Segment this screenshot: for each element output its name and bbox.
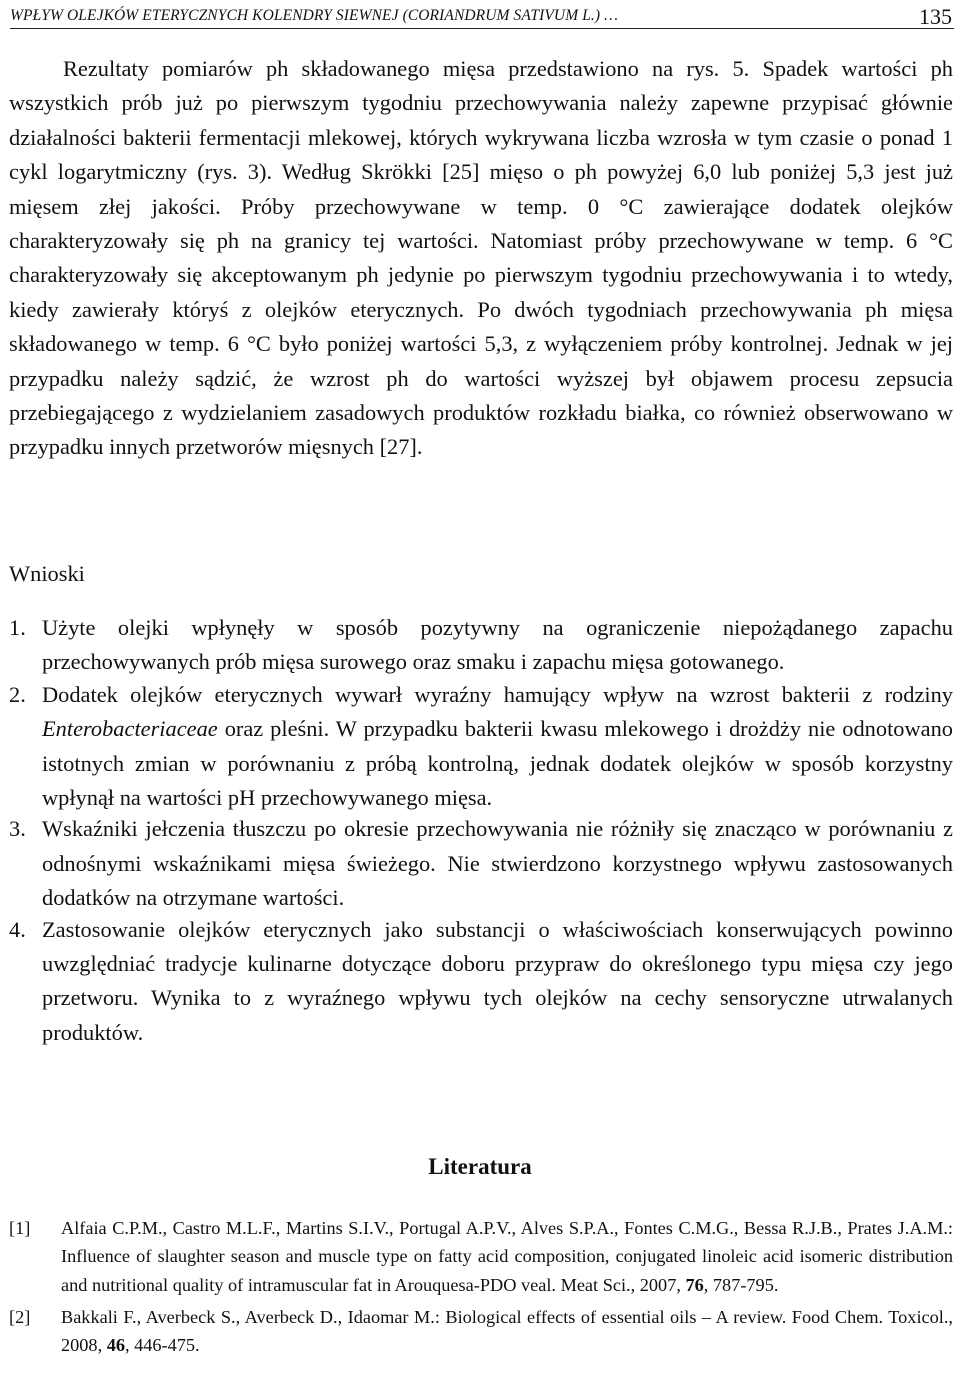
conclusion-number: 2.	[9, 681, 26, 707]
conclusion-number: 3.	[9, 816, 26, 842]
reference-volume: 46	[106, 1335, 125, 1356]
conclusion-item	[9, 678, 953, 816]
conclusion-item	[9, 611, 953, 680]
running-head-title: WPŁYW OLEJKÓW ETERYCZNYCH KOLENDRY SIEWNEJ (CORIANDRUM SATIVUM L.) …	[10, 7, 619, 24]
conclusion-number: 1.	[9, 615, 26, 640]
reference-volume: 76	[685, 1274, 704, 1295]
conclusions-heading: Wnioski	[9, 561, 85, 586]
page-number: 135	[919, 4, 952, 29]
taxon-name: Enterobacteriaceae	[42, 716, 218, 742]
conclusion-number: 4.	[9, 916, 26, 942]
running-head	[10, 4, 954, 29]
reference-text-part: , 446-475.	[124, 1335, 200, 1356]
conclusion-item	[9, 913, 953, 1051]
conclusion-item	[9, 812, 953, 915]
results-paragraph-text: Rezultaty pomiarów ph składowanego mięsa przedstawiono na rys. 5. Spadek wartości ph wszystkich prób już po pierwszym tygodniu przechowywania należy zapewne przypisać głównie działalności bakterii fermentacji mlekowej, których wykrywana liczba wzrosła w tym czasie o ponad 1 cykl logarytmiczny (rys. 3). Według Skrökki [25] mięso o ph powyżej 6,0 lub poniżej 5,3 jest już mięsem złej jakości. Próby przechowywane w temp. 0 °C zawierające dodatek olejków charakteryzowały się ph na granicy tej wartości. Natomiast próby przechowywane w temp. 6 °C charakteryzowały się akceptowanym ph jedynie po pierwszym tygodniu przechowywania i to wtedy, kiedy zawierały któryś z olejków eterycznych. Po dwóch tygodniach przechowywania ph mięsa składowanego w temp. 6 °C było poniżej wartości 5,3, z wyłączeniem próby kontrolnej. Jednak w jej przypadku należy sądzić, że wzrost ph do wartości wyższej był objawem procesu zepsucia przebiegającego z wydzielaniem zasadowych produktów rozkładu białka, co również obserwowano w przypadku innych przetworów mięsnych [27].	[9, 56, 953, 460]
conclusion-text: Wskaźniki jełczenia tłuszczu po okresie przechowywania nie różniły się znacząco w porównaniu z odnośnymi wskaźnikami mięsa świeżego. Nie stwierdzono korzystnego wpływu zastosowanych dodatków na otrzymane wartości.	[42, 816, 953, 911]
reference-text-part: Alfaia C.P.M., Castro M.L.F., Martins S.I.V., Portugal A.P.V., Alves S.P.A., Fontes C.M.G., Bessa R.J.B., Prates J.A.M.: Influence of slaughter season and muscle type on fatty acid composition, conjugated linoleic acid isomeric distribution and nutritional quality of intramuscular fat in Arouquesa-PDO veal. Meat Sci., 2007,	[61, 1218, 953, 1295]
literature-heading: Literatura	[428, 1154, 532, 1179]
conclusion-text: Zastosowanie olejków eterycznych jako substancji o właściwościach konserwujących powinno uwzględniać tradycje kulinarne dotyczące doboru przypraw do określonego typu mięsa czy jego przetworu. Wynika to z wyraźnego wpływu tych olejków na cechy sensoryczne utrwalanych produktów.	[42, 916, 953, 1045]
reference-number: [2]	[9, 1306, 31, 1327]
reference-item	[9, 1303, 953, 1360]
reference-item	[9, 1214, 953, 1299]
reference-text-part: , 787-795.	[703, 1274, 779, 1295]
conclusion-text-part: oraz pleśni. W przypadku bakterii kwasu mlekowego i drożdży nie odnotowano istotnych zmian w porównaniu z próbą kontrolną, jednak dodatek olejków w sposób korzystny wpłynął na wartości pH przechowywanego mięsa.	[42, 716, 953, 811]
results-paragraph	[9, 52, 953, 465]
reference-text-part: Bakkali F., Averbeck S., Averbeck D., Idaomar M.: Biological effects of essential oils – A review. Food Chem. Toxicol., 2008,	[61, 1306, 953, 1356]
reference-number: [1]	[9, 1218, 31, 1238]
conclusion-text: Użyte olejki wpłynęły w sposób pozytywny na ograniczenie niepożądanego zapachu przechowywanych prób mięsa surowego oraz smaku i zapachu mięsa gotowanego.	[42, 615, 953, 675]
conclusion-text-part: Dodatek olejków eterycznych wywarł wyraźny hamujący wpływ na wzrost bakterii z rodziny	[42, 681, 953, 707]
conclusions-list	[9, 611, 953, 1050]
reference-list	[9, 1214, 953, 1359]
